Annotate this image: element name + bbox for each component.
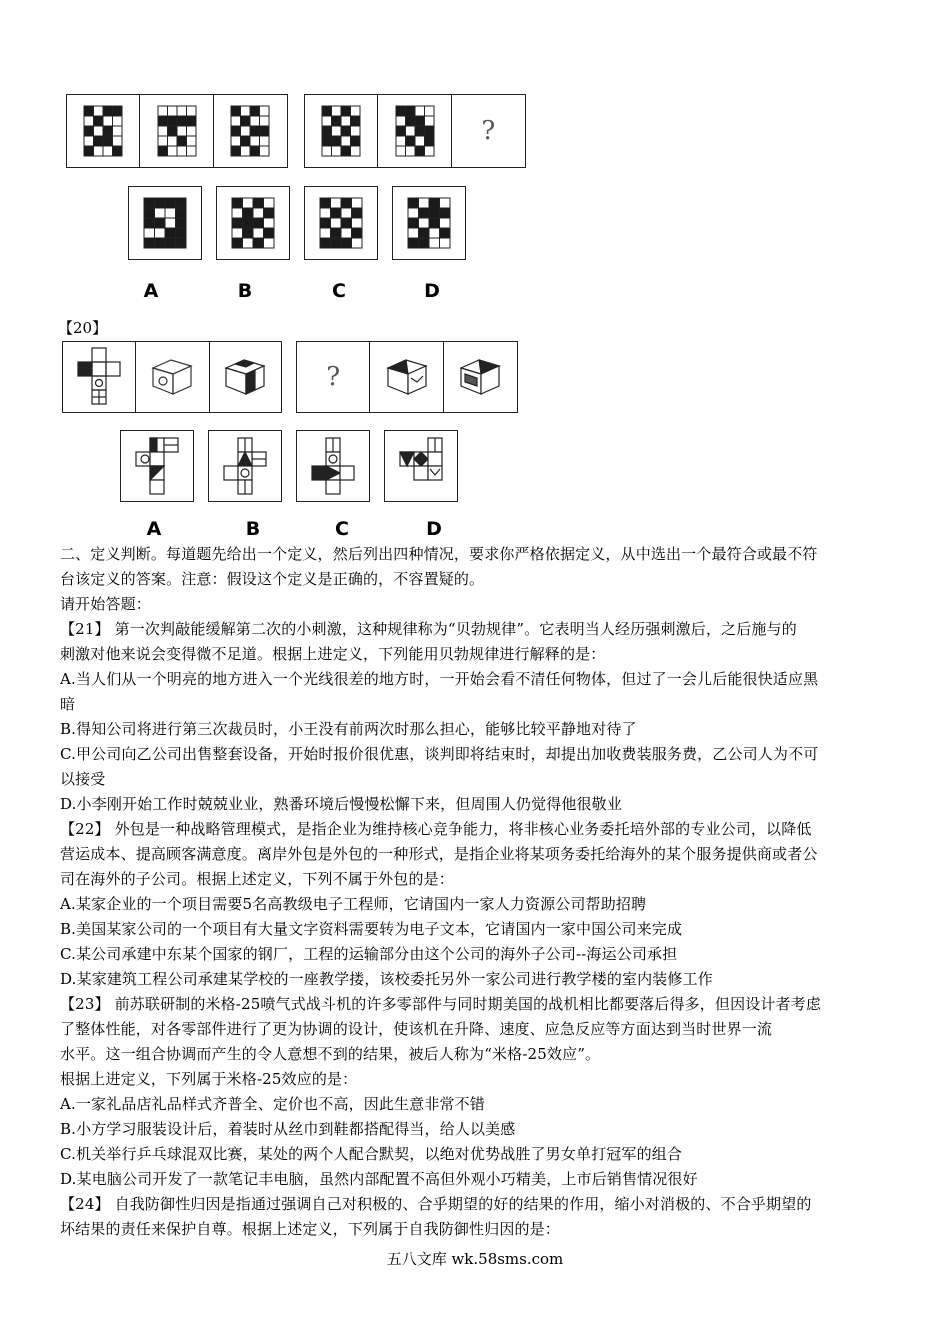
grid-cell xyxy=(167,136,177,146)
grid-cell xyxy=(408,238,419,248)
text-line: A.当人们从一个明亮的地方进入一个光线很差的地方时，一开始会看不清任何物体，但过了一会儿后能很快适应黑 xyxy=(60,670,819,688)
text-line: C.甲公司向乙公司出售整套设备，开始时报价很优惠，谈判即将结束时，却提出加收费装服务费，乙公司人为不可 xyxy=(60,745,819,763)
grid-cell xyxy=(429,198,440,208)
text-line: D.某电脑公司开发了一款笔记丰电脑，虽然内部配置不高但外观小巧精美，上市后销售情况很好 xyxy=(60,1170,698,1188)
text-line: 以接受 xyxy=(60,770,106,788)
text-line: 二、定义判断。每道题先给出一个定义，然后列出四种情况，要求你严格依据定义，从中选出一个最符合或最不符 xyxy=(60,545,818,563)
grid-cell xyxy=(260,116,270,126)
grid-cell xyxy=(243,208,254,218)
grid-cell xyxy=(352,238,363,248)
grid-cell xyxy=(331,218,342,228)
text-line: 司在海外的子公司。根据上述定义，下列不属于外包的是： xyxy=(60,870,454,888)
grid-cell xyxy=(351,106,361,116)
grid-cell xyxy=(84,136,94,146)
text-line: A.一家礼品店礼品样式齐普全、定价也不高，因此生意非常不错 xyxy=(60,1095,485,1113)
q20-option-b-label: B xyxy=(245,518,261,540)
text-line: 坏结果的责任来保护自尊。根据上述定义，下列属于自我防御性归因的是： xyxy=(60,1220,560,1238)
text-line: D.小李刚开始工作时兢兢业业，熟番环境后慢慢松懈下来，但周围人仍觉得他很敬业 xyxy=(60,795,622,813)
grid-cell xyxy=(253,228,264,238)
grid-cell xyxy=(103,146,113,156)
grid-cell xyxy=(176,208,187,218)
grid-cell xyxy=(231,126,241,136)
grid-cell xyxy=(231,136,241,146)
q20-sequence-left xyxy=(62,341,282,413)
grid-cell xyxy=(424,106,434,116)
grid-cell xyxy=(176,198,187,208)
grid-cell xyxy=(341,146,351,156)
grid-cell xyxy=(231,106,241,116)
q19-grid-1 xyxy=(83,105,123,157)
grid-cell xyxy=(103,136,113,146)
grid-cell xyxy=(331,208,342,218)
grid-cell xyxy=(165,238,176,248)
grid-cell xyxy=(352,208,363,218)
grid-cell xyxy=(144,218,155,228)
grid-cell xyxy=(440,198,451,208)
grid-cell xyxy=(167,126,177,136)
grid-cell xyxy=(177,146,187,156)
grid-cell xyxy=(253,238,264,248)
q19-grid-opt-d xyxy=(407,197,451,249)
q20-option-d-label: D xyxy=(426,518,442,540)
grid-cell xyxy=(320,198,331,208)
text-line: 【21】 第一次判敲能缓解第二次的小刺激，这种规律称为“贝勃规律”。它表明当人经历强刺激后，之后施与的 xyxy=(60,620,797,638)
text-line: 刺激对他来说会变得微不足道。根据上进定义，下列能用贝勃规律进行解释的是： xyxy=(60,645,606,663)
grid-cell xyxy=(408,218,419,228)
grid-cell xyxy=(243,218,254,228)
q19-option-d-label: D xyxy=(424,280,440,302)
grid-cell xyxy=(322,146,332,156)
grid-cell xyxy=(419,208,430,218)
text-line: C.某公司承建中东某个国家的钢厂，工程的运输部分由这个公司的海外子公司--海运公司承担 xyxy=(60,945,678,963)
grid-cell xyxy=(155,198,166,208)
grid-cell xyxy=(243,228,254,238)
grid-cell xyxy=(186,126,196,136)
grid-cell xyxy=(241,126,251,136)
grid-cell xyxy=(243,198,254,208)
grid-cell xyxy=(158,116,168,126)
text-line: 台该定义的答案。注意：假设这个定义是正确的，不容置疑的。 xyxy=(60,570,485,588)
q19-option-a-label: A xyxy=(143,280,159,302)
grid-cell xyxy=(424,136,434,146)
grid-cell xyxy=(341,228,352,238)
grid-cell xyxy=(396,146,406,156)
grid-cell xyxy=(341,208,352,218)
grid-cell xyxy=(253,208,264,218)
grid-cell xyxy=(351,136,361,146)
grid-cell xyxy=(155,238,166,248)
grid-cell xyxy=(241,136,251,146)
grid-cell xyxy=(419,228,430,238)
grid-cell xyxy=(341,198,352,208)
grid-cell xyxy=(250,126,260,136)
grid-cell xyxy=(408,228,419,238)
grid-cell xyxy=(320,228,331,238)
grid-cell xyxy=(186,116,196,126)
grid-cell xyxy=(232,198,243,208)
grid-cell xyxy=(144,228,155,238)
q20-question-mark: ? xyxy=(326,362,341,392)
grid-cell xyxy=(264,218,275,228)
grid-cell xyxy=(84,116,94,126)
grid-cell xyxy=(415,106,425,116)
q19-grid-4 xyxy=(321,105,361,157)
text-line: B.小方学习服装设计后，着装时从丝巾到鞋都搭配得当，给人以美感 xyxy=(60,1120,516,1138)
grid-cell xyxy=(341,106,351,116)
grid-cell xyxy=(144,238,155,248)
grid-cell xyxy=(94,126,104,136)
grid-cell xyxy=(231,146,241,156)
grid-cell xyxy=(351,126,361,136)
grid-cell xyxy=(103,126,113,136)
grid-cell xyxy=(440,228,451,238)
q19-grid-3 xyxy=(230,105,270,157)
q19-grid-5 xyxy=(395,105,435,157)
grid-cell xyxy=(424,126,434,136)
grid-cell xyxy=(352,198,363,208)
grid-cell xyxy=(250,116,260,126)
q19-question-mark: ? xyxy=(481,116,496,146)
grid-cell xyxy=(440,218,451,228)
grid-cell xyxy=(177,106,187,116)
grid-cell xyxy=(155,228,166,238)
grid-cell xyxy=(322,106,332,116)
q20-label: 【20】 xyxy=(58,319,108,337)
grid-cell xyxy=(429,218,440,228)
grid-cell xyxy=(322,116,332,126)
grid-cell xyxy=(94,146,104,156)
text-line: 营运成本、提高顾客满意度。离岸外包是外包的一种形式，是指企业将某项务委托给海外的某个服务提供商或者公 xyxy=(60,845,818,863)
grid-cell xyxy=(352,228,363,238)
grid-cell xyxy=(341,238,352,248)
q19-option-a-figure[interactable] xyxy=(128,186,202,260)
grid-cell xyxy=(320,238,331,248)
grid-cell xyxy=(176,238,187,248)
q19-grid-opt-b xyxy=(231,197,275,249)
grid-cell xyxy=(341,218,352,228)
q19-option-b-label: B xyxy=(237,280,253,302)
q20-option-c-figure[interactable] xyxy=(296,430,370,502)
grid-cell xyxy=(424,116,434,126)
grid-cell xyxy=(165,208,176,218)
q19-grid-opt-c xyxy=(319,197,363,249)
q19-grid-2 xyxy=(157,105,197,157)
grid-cell xyxy=(405,106,415,116)
q19-option-c-figure[interactable] xyxy=(304,186,378,260)
grid-cell xyxy=(158,126,168,136)
grid-cell xyxy=(415,116,425,126)
grid-cell xyxy=(241,146,251,156)
grid-cell xyxy=(331,228,342,238)
grid-cell xyxy=(396,136,406,146)
text-line: 【24】 自我防御性归因是指通过强调自己对积极的、合乎期望的好的结果的作用，缩小对消极的、不合乎期望的 xyxy=(60,1195,812,1213)
grid-cell xyxy=(332,126,342,136)
grid-cell xyxy=(264,238,275,248)
grid-cell xyxy=(396,126,406,136)
text-line: 【23】 前苏联研制的米格-25喷气式战斗机的许多零部件与同时期美国的战机相比都要落后得多，但因设计者考虑 xyxy=(60,995,821,1013)
grid-cell xyxy=(167,146,177,156)
cube-net-icon xyxy=(396,436,446,496)
grid-cell xyxy=(341,126,351,136)
grid-cell xyxy=(341,136,351,146)
grid-cell xyxy=(186,106,196,116)
grid-cell xyxy=(250,136,260,146)
grid-cell xyxy=(341,116,351,126)
grid-cell xyxy=(419,218,430,228)
q19-option-b-figure[interactable] xyxy=(216,186,290,260)
grid-cell xyxy=(113,136,123,146)
grid-cell xyxy=(158,146,168,156)
cube-icon xyxy=(149,356,195,398)
grid-cell xyxy=(253,218,264,228)
q19-sequence-left xyxy=(66,94,288,168)
grid-cell xyxy=(260,126,270,136)
q20-option-c-label: C xyxy=(335,518,349,540)
grid-cell xyxy=(144,198,155,208)
grid-cell xyxy=(231,116,241,126)
text-line: 了整体性能，对各零部件进行了更为协调的设计，使该机在升降、速度、应急反应等方面达到当时世界一流 xyxy=(60,1020,773,1038)
page-footer: 五八文库 wk.58sms.com xyxy=(386,1250,564,1268)
text-line: 水平。这一组合协调而产生的令人意想不到的结果，被后人称为“米格-25效应”。 xyxy=(60,1045,601,1063)
grid-cell xyxy=(144,208,155,218)
grid-cell xyxy=(103,106,113,116)
cube-net-icon xyxy=(132,436,182,496)
grid-cell xyxy=(94,136,104,146)
text-line: A.某家企业的一个项目需要5名高教级电子工程师，它请国内一家人力资源公司帮助招聘 xyxy=(60,895,647,913)
grid-cell xyxy=(264,208,275,218)
grid-cell xyxy=(241,116,251,126)
q20-option-a-label: A xyxy=(146,518,162,540)
grid-cell xyxy=(405,146,415,156)
grid-cell xyxy=(167,116,177,126)
grid-cell xyxy=(332,106,342,116)
grid-cell xyxy=(165,198,176,208)
text-line: 【22】 外包是一种战略管理模式，是指企业为维持核心竞争能力，将非核心业务委托培外部的专业公司，以降低 xyxy=(60,820,812,838)
grid-cell xyxy=(113,126,123,136)
grid-cell xyxy=(351,116,361,126)
q20-option-a-figure[interactable] xyxy=(120,430,194,502)
grid-cell xyxy=(405,136,415,146)
cube-net-icon xyxy=(220,436,270,496)
grid-cell xyxy=(177,126,187,136)
grid-cell xyxy=(415,126,425,136)
grid-cell xyxy=(408,198,419,208)
grid-cell xyxy=(332,116,342,126)
text-line: 请开始答题： xyxy=(60,595,151,613)
grid-cell xyxy=(165,228,176,238)
grid-cell xyxy=(419,238,430,248)
grid-cell xyxy=(396,116,406,126)
grid-cell xyxy=(440,208,451,218)
grid-cell xyxy=(424,146,434,156)
grid-cell xyxy=(94,116,104,126)
grid-cell xyxy=(177,136,187,146)
grid-cell xyxy=(167,106,177,116)
q19-grid-opt-a xyxy=(143,197,187,249)
text-line: 根据上进定义，下列属于米格-25效应的是： xyxy=(60,1070,358,1088)
grid-cell xyxy=(396,106,406,116)
grid-cell xyxy=(250,106,260,116)
q19-sequence-right xyxy=(304,94,526,168)
grid-cell xyxy=(103,116,113,126)
grid-cell xyxy=(429,208,440,218)
grid-cell xyxy=(186,146,196,156)
cube-icon xyxy=(384,356,430,398)
q20-option-b-figure[interactable] xyxy=(208,430,282,502)
grid-cell xyxy=(408,208,419,218)
grid-cell xyxy=(158,106,168,116)
grid-cell xyxy=(241,106,251,116)
grid-cell xyxy=(260,146,270,156)
grid-cell xyxy=(232,238,243,248)
q19-option-c-label: C xyxy=(332,280,346,302)
grid-cell xyxy=(440,238,451,248)
grid-cell xyxy=(94,106,104,116)
grid-cell xyxy=(264,228,275,238)
grid-cell xyxy=(113,106,123,116)
grid-cell xyxy=(260,106,270,116)
grid-cell xyxy=(177,116,187,126)
grid-cell xyxy=(405,126,415,136)
grid-cell xyxy=(419,198,430,208)
grid-cell xyxy=(155,218,166,228)
cube-net-icon xyxy=(75,346,123,408)
grid-cell xyxy=(250,146,260,156)
grid-cell xyxy=(429,238,440,248)
grid-cell xyxy=(320,208,331,218)
grid-cell xyxy=(331,238,342,248)
grid-cell xyxy=(232,218,243,228)
grid-cell xyxy=(332,146,342,156)
grid-cell xyxy=(415,136,425,146)
text-line: 暗 xyxy=(60,695,76,713)
text-line: C.机关举行乒乓球混双比赛，某处的两个人配合默契，以绝对优势战胜了男女单打冠军的组合 xyxy=(60,1145,683,1163)
grid-cell xyxy=(405,116,415,126)
grid-cell xyxy=(165,218,176,228)
grid-cell xyxy=(320,218,331,228)
text-line: B.美国某家公司的一个项目有大量文字资料需要转为电子文本，它请国内一家中国公司来完成 xyxy=(60,920,683,938)
grid-cell xyxy=(113,146,123,156)
grid-cell xyxy=(84,146,94,156)
grid-cell xyxy=(84,126,94,136)
q20-option-d-figure[interactable] xyxy=(384,430,458,502)
cube-icon xyxy=(222,356,268,398)
grid-cell xyxy=(158,136,168,146)
grid-cell xyxy=(415,146,425,156)
grid-cell xyxy=(155,208,166,218)
grid-cell xyxy=(351,146,361,156)
q20-sequence-right xyxy=(296,341,518,413)
grid-cell xyxy=(232,208,243,218)
grid-cell xyxy=(352,218,363,228)
cube-net-icon xyxy=(308,436,358,496)
grid-cell xyxy=(253,198,264,208)
text-line: D.某家建筑工程公司承建某学校的一座教学搂，该校委托另外一家公司进行教学楼的室内装修工作 xyxy=(60,970,713,988)
q19-option-d-figure[interactable] xyxy=(392,186,466,260)
grid-cell xyxy=(322,136,332,146)
cube-icon xyxy=(457,356,503,398)
grid-cell xyxy=(322,126,332,136)
grid-cell xyxy=(243,238,254,248)
grid-cell xyxy=(186,136,196,146)
grid-cell xyxy=(232,228,243,238)
grid-cell xyxy=(176,228,187,238)
grid-cell xyxy=(332,136,342,146)
grid-cell xyxy=(113,116,123,126)
grid-cell xyxy=(429,228,440,238)
grid-cell xyxy=(260,136,270,146)
text-line: B.得知公司将进行第三次裁员时，小王没有前两次时那么担心，能够比较平静地对待了 xyxy=(60,720,637,738)
grid-cell xyxy=(264,198,275,208)
grid-cell xyxy=(176,218,187,228)
grid-cell xyxy=(84,106,94,116)
grid-cell xyxy=(331,198,342,208)
